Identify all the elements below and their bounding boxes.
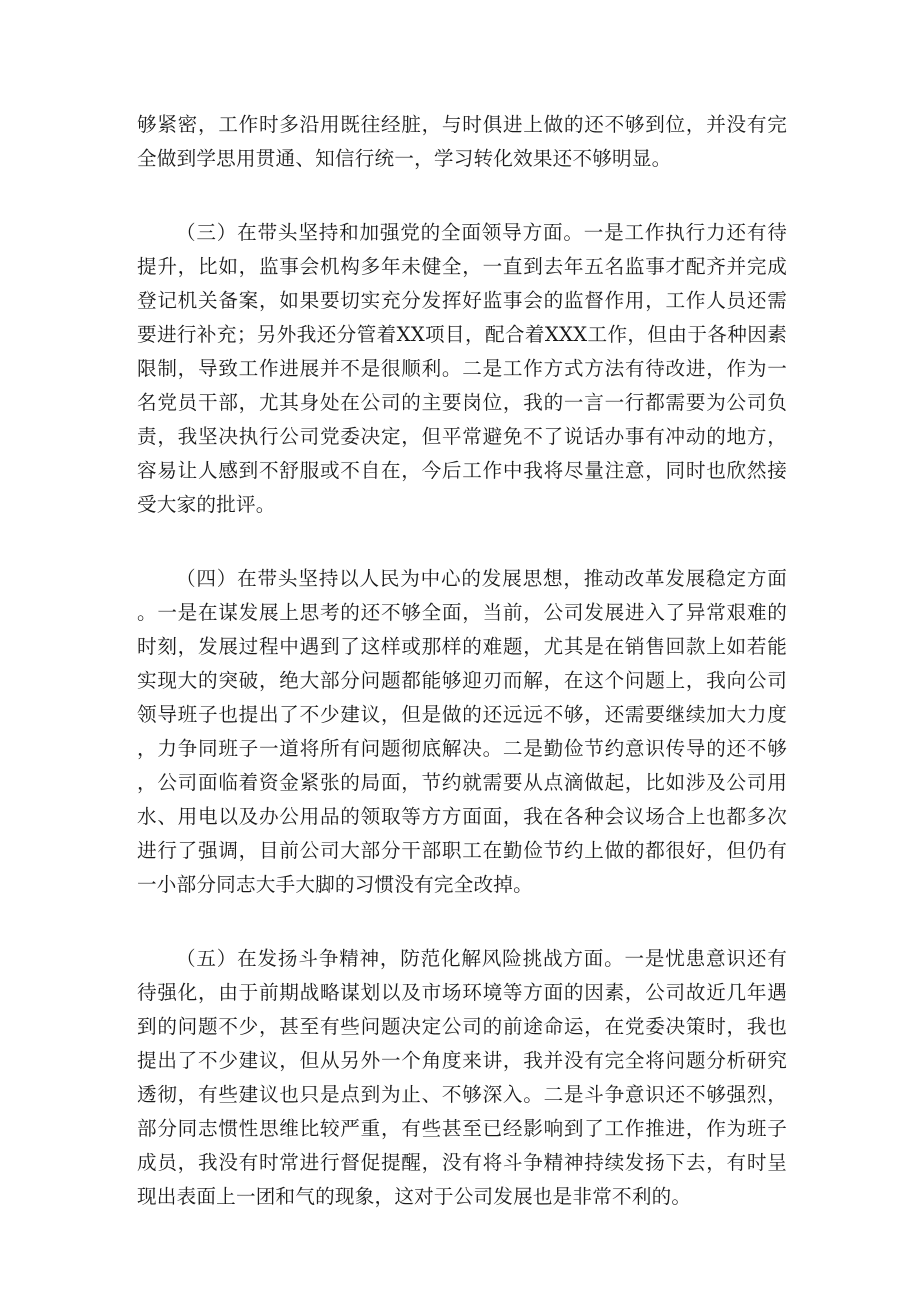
paragraph-section-five: （五）在发扬斗争精神，防范化解风险挑战方面。一是忧患意识还有待强化，由于前期战略谋划以及市场环境等方面的因素，公司故近几年遇到的问题不少，甚至有些问题决定公司的前途命运，在党委决策时，我也提出了不少建议，但从另外一个角度来讲，我并没有完全将问题分析研究透彻，有些建议也只是点到为止、不够深入。二是斗争意识还不够强烈，部分同志惯性思维比较严重，有些甚至已经影响到了工作推进，作为班子成员，我没有时常进行督促提醒，没有将斗争精神持续发扬下去，有时呈现出表面上一团和气的现象，这对于公司发展也是非常不利的。 [137, 947, 787, 1208]
paragraph-section-three: （三）在带头坚持和加强党的全面领导方面。一是工作执行力还有待提升，比如，监事会机构多年未健全，一直到去年五名监事才配齐并完成登记机关备案，如果要切实充分发挥好监事会的监督作用，工作人员还需要进行补充；另外我还分管着XX项目，配合着XXX工作，但由于各种因素限制，导致工作进展并不是很顺利。二是工作方式方法有待改进，作为一名党员干部，尤其身处在公司的主要岗位，我的一言一行都需要为公司负责，我坚决执行公司党委决定，但平常避免不了说话办事有冲动的地方，容易让人感到不舒服或不自在，今后工作中我将尽量注意，同时也欣然接受大家的批评。 [137, 221, 787, 516]
document-body [137, 108, 787, 1254]
paragraph-section-four: （四）在带头坚持以人民为中心的发展思想，推动改革发展稳定方面。一是在谋发展上思考的还不够全面，当前，公司发展进入了异常艰难的时刻，发展过程中遇到了这样或那样的难题，尤其是在销售回款上如若能实现大的突破，绝大部分问题都能够迎刃而解，在这个问题上，我向公司领导班子也提出了不少建议，但是做的还远远不够，还需要继续加大力度，力争同班子一道将所有问题彻底解决。二是勤俭节约意识传导的还不够，公司面临着资金紧张的局面，节约就需要从点滴做起，比如涉及公司用水、用电以及办公用品的领取等方方面面，我在各种会议场合上也都多次进行了强调，目前公司大部分干部职工在勤俭节约上做的都很好，但仍有一小部分同志大手大脚的习惯没有完全改掉。 [137, 567, 787, 896]
paragraph-continuation: 够紧密，工作时多沿用既往经脏，与时俱进上做的还不够到位，并没有完全做到学思用贯通、知信行统一，学习转化效果还不够明显。 [137, 113, 787, 170]
